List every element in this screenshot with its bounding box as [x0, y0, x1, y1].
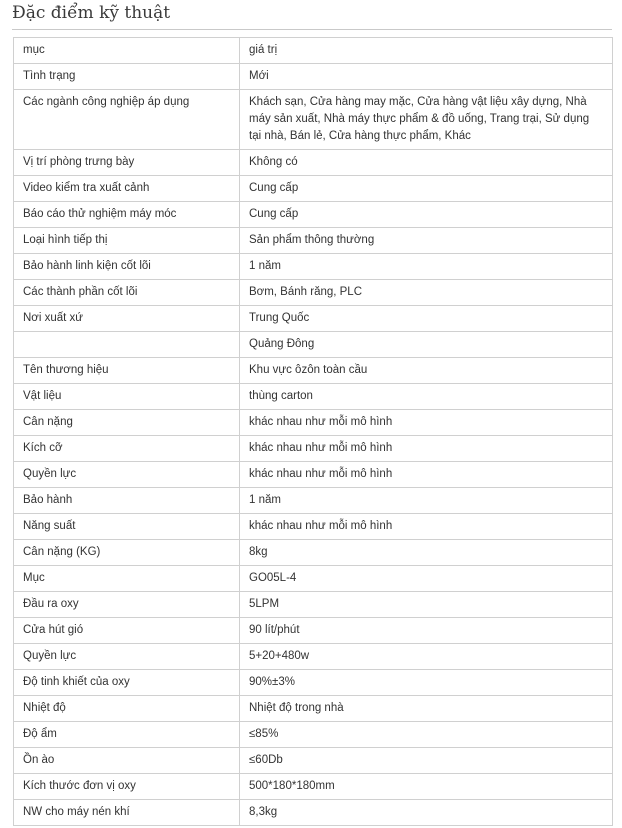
header-cell-item: mục: [14, 38, 240, 64]
spec-key-cell: Ồn ào: [14, 748, 240, 774]
table-row: [14, 514, 613, 540]
spec-key-cell: Vị trí phòng trưng bày: [14, 150, 240, 176]
section-title: Đặc điểm kỹ thuật: [12, 2, 612, 30]
spec-value-cell: Không có: [240, 150, 613, 176]
table-row: [14, 800, 613, 826]
spec-key-cell: Bảo hành linh kiện cốt lõi: [14, 254, 240, 280]
spec-key-cell: Các ngành công nghiệp áp dụng: [14, 90, 240, 150]
spec-value-cell: khác nhau như mỗi mô hình: [240, 410, 613, 436]
table-row: [14, 670, 613, 696]
spec-key-cell: Nơi xuất xứ: [14, 306, 240, 332]
spec-key-cell: Nhiệt độ: [14, 696, 240, 722]
spec-value-cell: Mới: [240, 64, 613, 90]
table-row: [14, 722, 613, 748]
table-header-row: [14, 38, 613, 64]
table-row: [14, 306, 613, 332]
spec-key-cell: Các thành phần cốt lõi: [14, 280, 240, 306]
spec-value-cell: khác nhau như mỗi mô hình: [240, 462, 613, 488]
spec-value-cell: ≤85%: [240, 722, 613, 748]
spec-key-cell: NW cho máy nén khí: [14, 800, 240, 826]
table-row: [14, 358, 613, 384]
spec-value-cell: Khu vực ôzôn toàn cầu: [240, 358, 613, 384]
spec-value-cell: 5+20+480w: [240, 644, 613, 670]
spec-key-cell: Báo cáo thử nghiệm máy móc: [14, 202, 240, 228]
table-row: [14, 228, 613, 254]
spec-value-cell: 1 năm: [240, 254, 613, 280]
spec-key-cell: Loại hình tiếp thị: [14, 228, 240, 254]
table-row: [14, 436, 613, 462]
spec-key-cell: Tình trạng: [14, 64, 240, 90]
table-row: [14, 410, 613, 436]
spec-key-cell: Vật liệu: [14, 384, 240, 410]
spec-key-cell: Cân nặng: [14, 410, 240, 436]
spec-key-cell: Kích cỡ: [14, 436, 240, 462]
table-row: [14, 254, 613, 280]
spec-value-cell: Trung Quốc: [240, 306, 613, 332]
spec-key-cell: Quyền lực: [14, 462, 240, 488]
spec-key-cell: Độ ẩm: [14, 722, 240, 748]
spec-value-cell: Cung cấp: [240, 176, 613, 202]
spec-key-cell: Video kiểm tra xuất cảnh: [14, 176, 240, 202]
spec-key-cell: Tên thương hiệu: [14, 358, 240, 384]
spec-key-cell: Cửa hút gió: [14, 618, 240, 644]
spec-value-cell: Nhiệt độ trong nhà: [240, 696, 613, 722]
table-row: [14, 592, 613, 618]
spec-value-cell: ≤60Db: [240, 748, 613, 774]
spec-table-body: [14, 38, 613, 826]
table-row: [14, 540, 613, 566]
table-row: [14, 644, 613, 670]
spec-key-cell: Cân nặng (KG): [14, 540, 240, 566]
spec-key-cell: Đầu ra oxy: [14, 592, 240, 618]
spec-value-cell: Khách sạn, Cửa hàng may mặc, Cửa hàng vật liệu xây dựng, Nhà máy sản xuất, Nhà máy thực phẩm & đồ uống, Trang trại, Sử dụng tại nhà, Bán lẻ, Cửa hàng thực phẩm, Khác: [240, 90, 613, 150]
table-row: [14, 90, 613, 150]
spec-value-cell: 8kg: [240, 540, 613, 566]
spec-value-cell: Sản phẩm thông thường: [240, 228, 613, 254]
spec-value-cell: 1 năm: [240, 488, 613, 514]
spec-key-cell: Bảo hành: [14, 488, 240, 514]
spec-value-cell: GO05L-4: [240, 566, 613, 592]
table-row: [14, 176, 613, 202]
spec-value-cell: Bơm, Bánh răng, PLC: [240, 280, 613, 306]
spec-value-cell: 500*180*180mm: [240, 774, 613, 800]
spec-table: [13, 37, 613, 826]
table-row: [14, 566, 613, 592]
spec-value-cell: 8,3kg: [240, 800, 613, 826]
spec-value-cell: 90%±3%: [240, 670, 613, 696]
spec-value-cell: Cung cấp: [240, 202, 613, 228]
table-row: [14, 462, 613, 488]
spec-key-cell: Mục: [14, 566, 240, 592]
header-cell-value: giá trị: [240, 38, 613, 64]
spec-key-cell: Quyền lực: [14, 644, 240, 670]
spec-key-cell: Độ tinh khiết của oxy: [14, 670, 240, 696]
spec-key-cell: [14, 332, 240, 358]
table-row: [14, 150, 613, 176]
table-row: [14, 748, 613, 774]
table-row: [14, 64, 613, 90]
spec-value-cell: 5LPM: [240, 592, 613, 618]
spec-value-cell: 90 lít/phút: [240, 618, 613, 644]
table-row: [14, 774, 613, 800]
table-row: [14, 332, 613, 358]
spec-value-cell: khác nhau như mỗi mô hình: [240, 514, 613, 540]
spec-key-cell: Kích thước đơn vị oxy: [14, 774, 240, 800]
spec-value-cell: thùng carton: [240, 384, 613, 410]
spec-value-cell: khác nhau như mỗi mô hình: [240, 436, 613, 462]
table-row: [14, 618, 613, 644]
table-row: [14, 280, 613, 306]
spec-value-cell: Quảng Đông: [240, 332, 613, 358]
spec-key-cell: Năng suất: [14, 514, 240, 540]
table-row: [14, 696, 613, 722]
table-row: [14, 488, 613, 514]
table-row: [14, 384, 613, 410]
table-row: [14, 202, 613, 228]
